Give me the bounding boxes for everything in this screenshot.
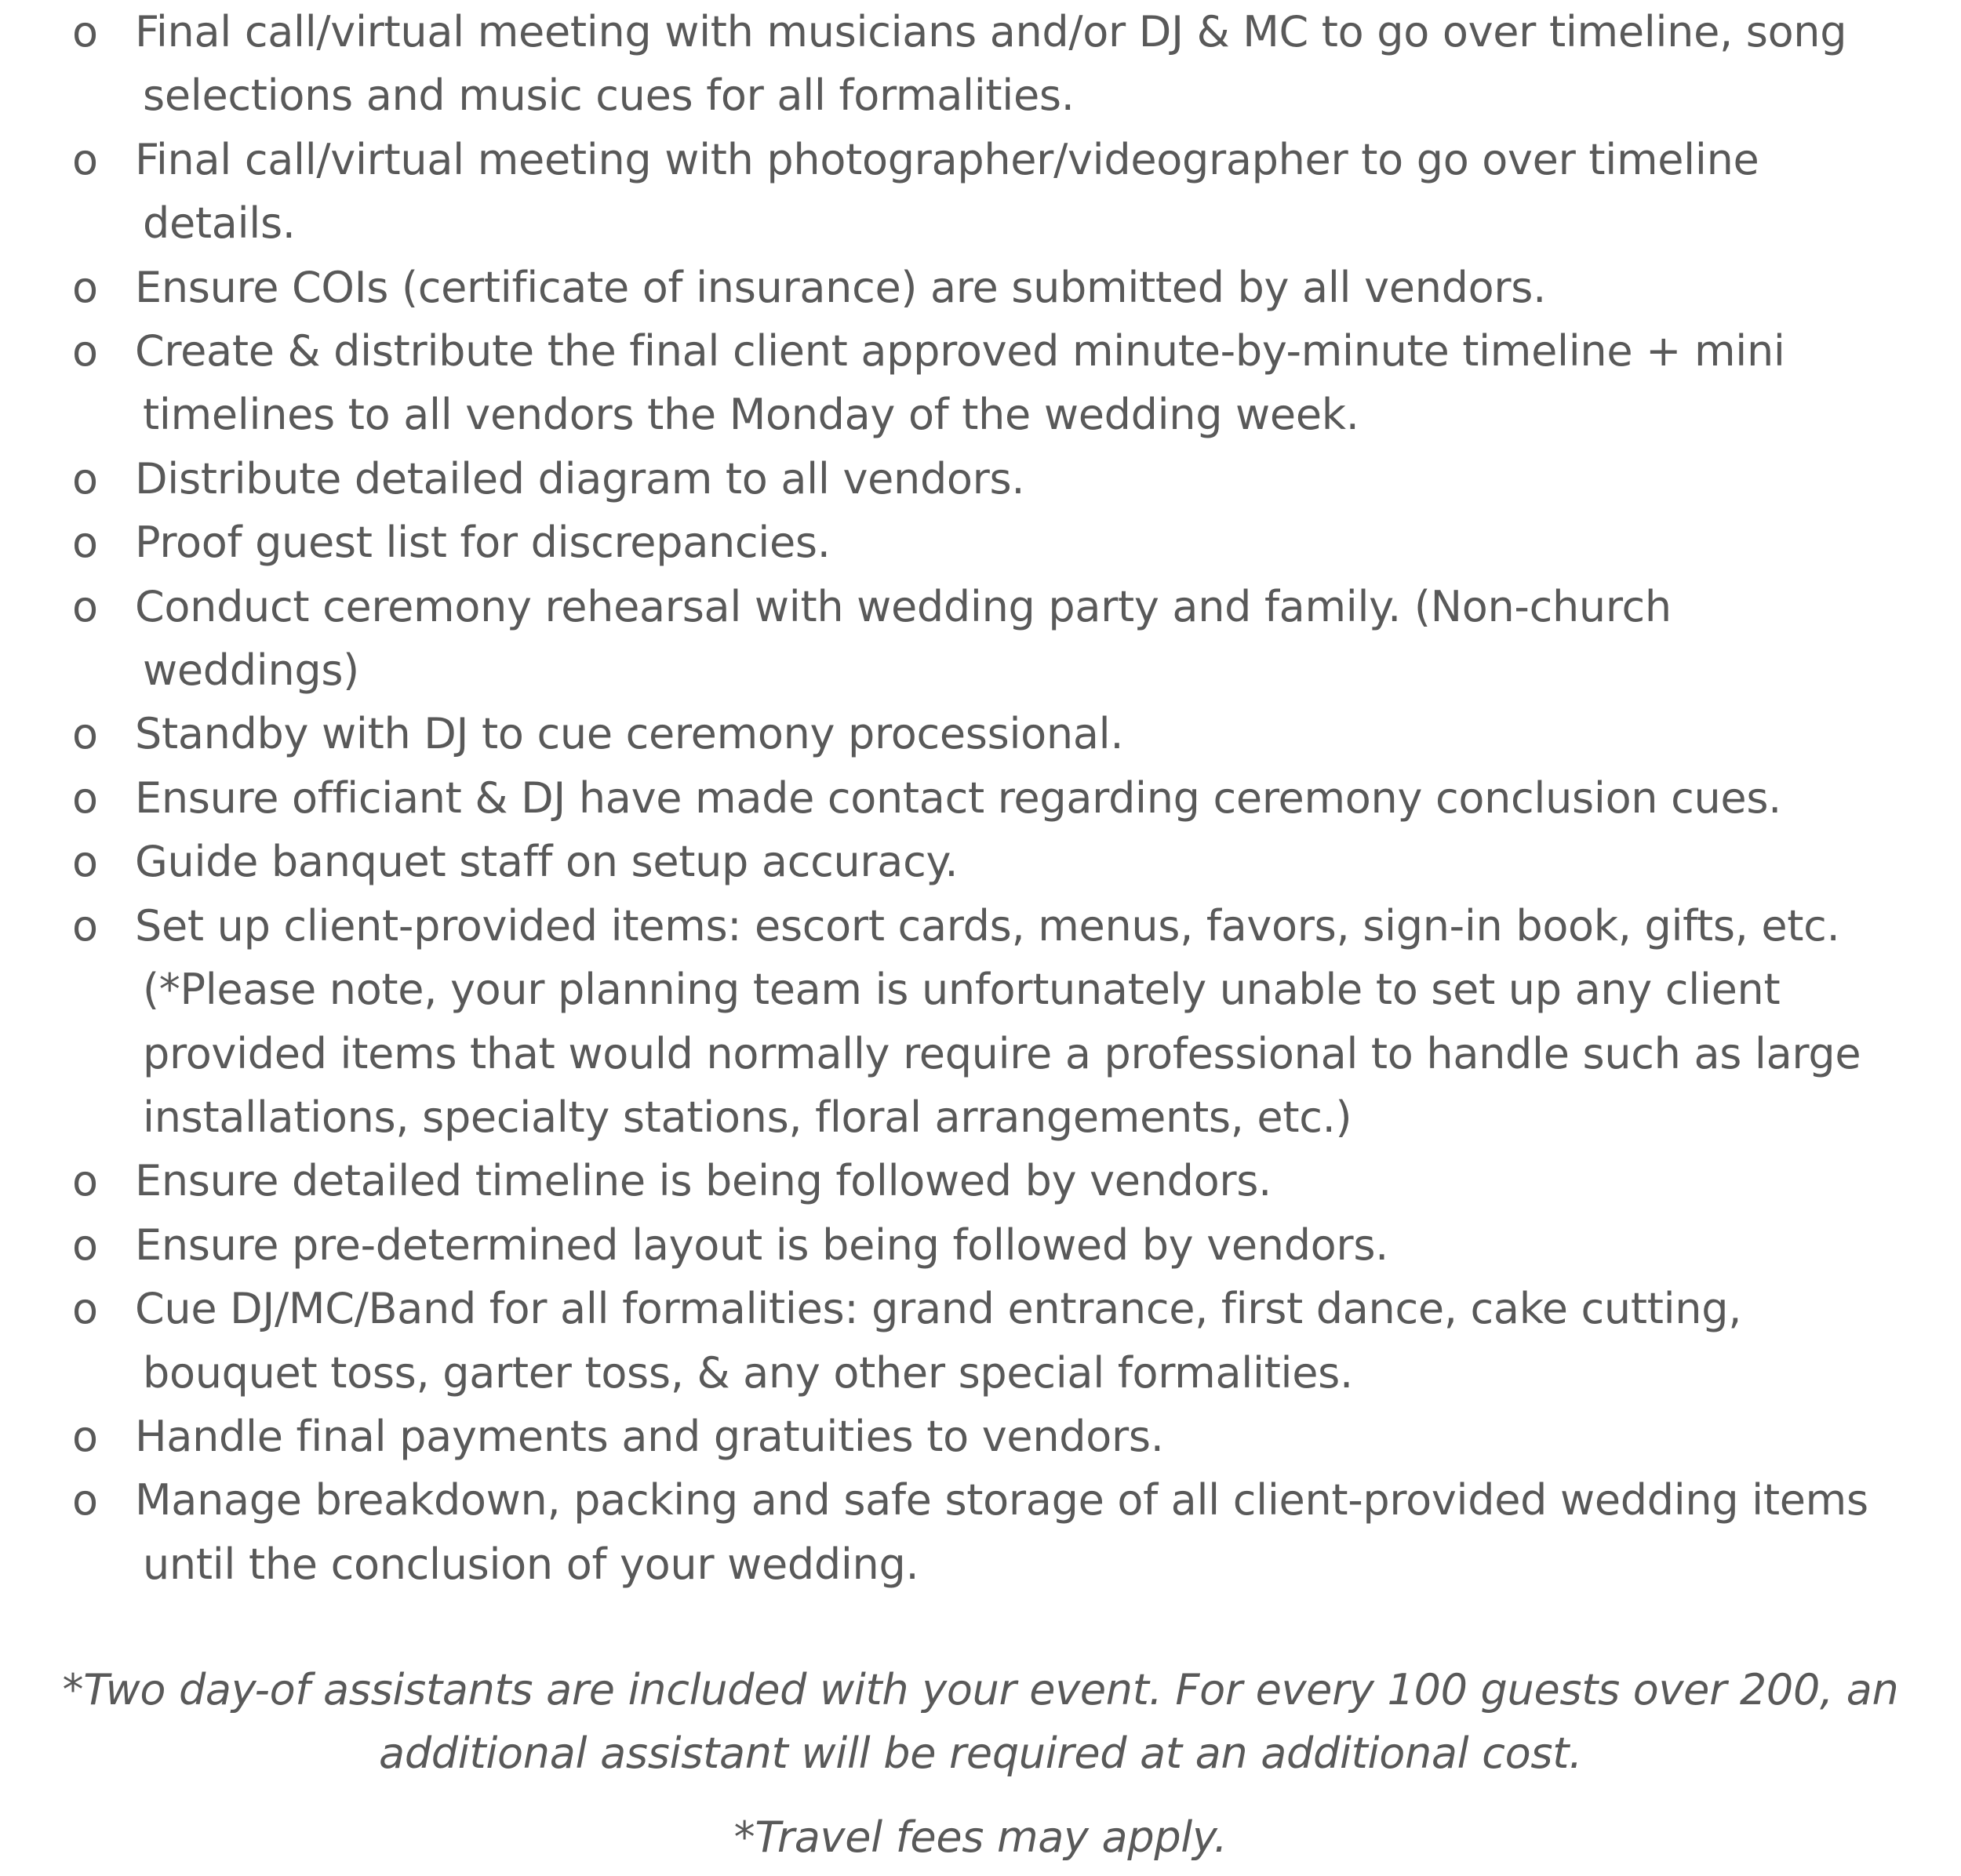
checklist-item-text: details.	[143, 198, 296, 249]
bullet-icon: o	[72, 837, 98, 887]
checklist-item-text: Final call/virtual meeting with photographer/videographer to go over timeline	[135, 134, 1759, 184]
checklist-item	[0, 702, 1961, 765]
checklist-item-text: Handle final payments and gratuities to vendors.	[135, 1411, 1164, 1461]
bullet-icon: o	[72, 1284, 98, 1334]
checklist-item	[0, 128, 1961, 256]
checklist-item-text: Cue DJ/MC/Band for all formalities: grand entrance, first dance, cake cutting,	[135, 1284, 1742, 1334]
travel-note-line: *Travel fees may apply.	[733, 1812, 1228, 1862]
bullet-icon: o	[72, 581, 98, 631]
checklist-item-text: Create & distribute the final client approved minute-by-minute timeline + mini	[135, 326, 1785, 376]
bullet-icon: o	[72, 1156, 98, 1206]
assistants-note-line: additional assistant will be required at an additional cost.	[379, 1729, 1582, 1779]
bullet-icon: o	[72, 1475, 98, 1525]
assistants-note-line: *Two day-of assistants are included with your event. For every 100 guests over 200, an	[62, 1665, 1899, 1714]
checklist-item-text: Final call/virtual meeting with musicians and/or DJ & MC to go over timeline, song	[135, 7, 1847, 56]
bullet-icon: o	[72, 262, 98, 312]
checklist-item-text: Conduct ceremony rehearsal with wedding party and family. (Non-church	[135, 581, 1672, 631]
checklist-item	[0, 1405, 1961, 1468]
checklist-item-text: Ensure officiant & DJ have made contact regarding ceremony conclusion cues.	[135, 773, 1782, 823]
bullet-icon: o	[72, 7, 98, 56]
checklist-item-text: Set up client-provided items: escort cards, menus, favors, sign-in book, gifts, etc.	[135, 900, 1840, 951]
checklist-item	[0, 1468, 1961, 1596]
bullet-icon: o	[72, 1220, 98, 1270]
checklist-item-text: Ensure pre-determined layout is being followed by vendors.	[135, 1220, 1389, 1270]
checklist-item-text: bouquet toss, garter toss, & any other special formalities.	[143, 1347, 1353, 1398]
checklist-item-text: weddings)	[143, 645, 359, 696]
checklist-item	[0, 1213, 1961, 1277]
assistants-note	[0, 1658, 1961, 1786]
bullet-icon: o	[72, 453, 98, 504]
checklist-item-text: Manage breakdown, packing and safe storage of all client-provided wedding items	[135, 1475, 1868, 1525]
bullet-icon: o	[72, 326, 98, 376]
checklist-item	[0, 830, 1961, 893]
checklist-item-text: selections and music cues for all formalities.	[143, 71, 1075, 121]
bullet-icon: o	[72, 900, 98, 951]
bullet-icon: o	[72, 709, 98, 759]
checklist-item-text: Distribute detailed diagram to all vendors.	[135, 453, 1025, 504]
travel-note	[0, 1805, 1961, 1869]
checklist-item	[0, 1149, 1961, 1212]
bullet-icon: o	[72, 134, 98, 184]
checklist-item-text: Standby with DJ to cue ceremony processional.	[135, 709, 1124, 759]
bullet-icon: o	[72, 1411, 98, 1461]
checklist-item-text: until the conclusion of your wedding.	[143, 1539, 919, 1589]
checklist-item	[0, 511, 1961, 574]
checklist-item	[0, 447, 1961, 511]
checklist-item	[0, 575, 1961, 703]
checklist-item	[0, 319, 1961, 447]
checklist-item-text: timelines to all vendors the Monday of the wedding week.	[143, 390, 1359, 440]
bullet-icon: o	[72, 518, 98, 568]
checklist-item-text: installations, specialty stations, floral arrangements, etc.)	[143, 1092, 1352, 1142]
checklist-item	[0, 894, 1961, 1150]
bullet-icon: o	[72, 773, 98, 823]
checklist-item	[0, 766, 1961, 830]
checklist-item-text: Ensure detailed timeline is being followed by vendors.	[135, 1156, 1272, 1206]
checklist-item-text: Guide banquet staff on setup accuracy.	[135, 837, 959, 887]
checklist-item-text: Proof guest list for discrepancies.	[135, 518, 831, 568]
checklist-item	[0, 1277, 1961, 1405]
checklist-item	[0, 256, 1961, 319]
checklist-item-text: Ensure COIs (certificate of insurance) are submitted by all vendors.	[135, 262, 1546, 312]
checklist-item-text: (*Please note, your planning team is unfortunately unable to set up any client	[143, 965, 1781, 1015]
checklist-item-text: provided items that would normally require a professional to handle such as large	[143, 1028, 1861, 1078]
checklist-item	[0, 0, 1961, 128]
